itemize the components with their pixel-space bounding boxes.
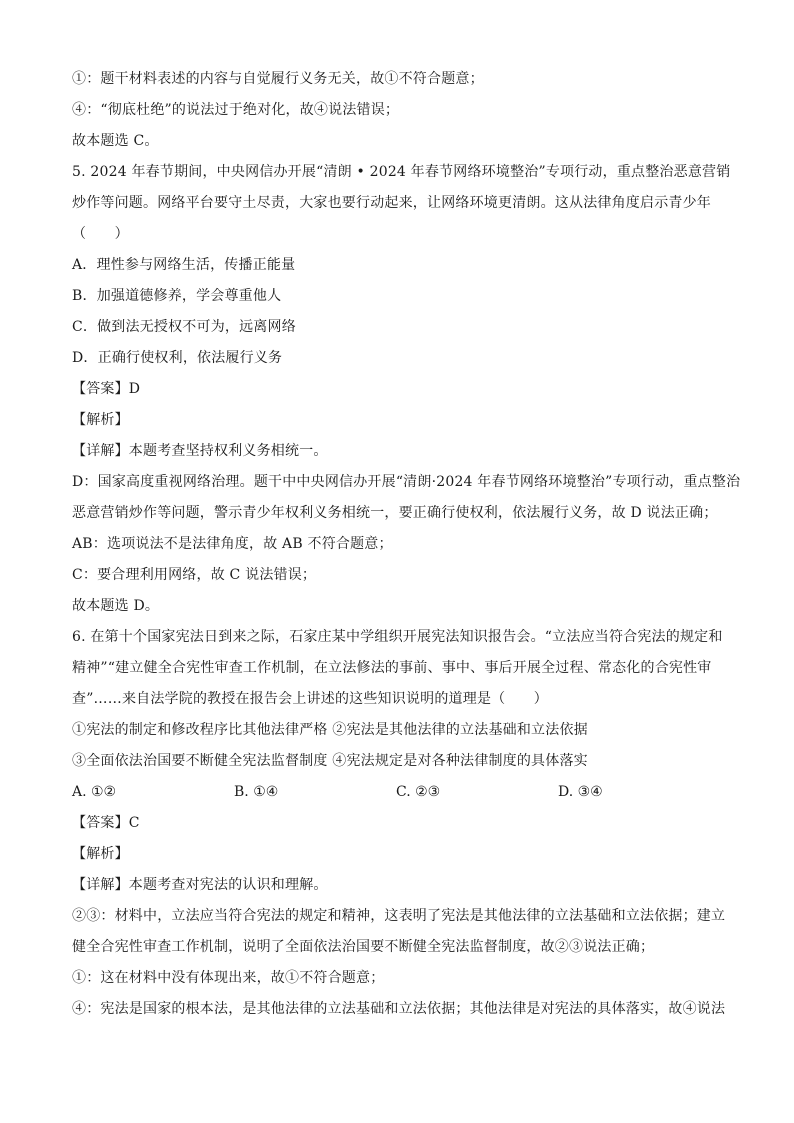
detail-text: ④：宪法是国家的根本法，是其他法律的立法基础和立法依据；其他法律是对宪法的具体落实，故④说法 bbox=[72, 1001, 726, 1017]
question-5-option-d: D．正确行使权利，依法履行义务 bbox=[72, 350, 283, 366]
question-6-option-a: A. ①② bbox=[72, 784, 117, 800]
question-6-stem: 查”……来自法学院的教授在报告会上讲述的这些知识说明的道理是（ ） bbox=[72, 691, 548, 707]
detail-text: 【详解】本题考查对宪法的认识和理解。 bbox=[72, 877, 328, 893]
question-6-option-d: D. ③④ bbox=[558, 784, 603, 800]
question-6-stem: 6. 在第十个国家宪法日到来之际，石家庄某中学组织开展宪法知识报告会。“立法应当符合宪法的规定和 bbox=[72, 629, 723, 645]
question-5-option-c: C．做到法无授权不可为，远离网络 bbox=[72, 319, 296, 335]
detail-text: D：国家高度重视网络治理。题干中中央网信办开展“清朗·2024 年春节网络环境整治”专项行动，重点整治 bbox=[72, 474, 741, 490]
text-line: 故本题选 C。 bbox=[72, 133, 159, 149]
detail-text: AB：选项说法不是法律角度，故 AB 不符合题意； bbox=[72, 536, 393, 552]
document-body bbox=[72, 64, 741, 1025]
question-5-option-b: B．加强道德修养，学会尊重他人 bbox=[72, 288, 282, 304]
detail-text: 故本题选 D。 bbox=[72, 598, 160, 614]
question-6-option-b: B. ①④ bbox=[234, 784, 279, 800]
detail-text: ②③：材料中，立法应当符合宪法的规定和精神，这表明了宪法是其他法律的立法基础和立法依据；建立 bbox=[72, 908, 726, 924]
detail-text: 恶意营销炒作等问题，警示青少年权利义务相统一，要正确行使权利，依法履行义务，故 D 说法正确； bbox=[72, 505, 718, 521]
question-5-stem: 炒作等问题。网络平台要守土尽责，大家也要行动起来，让网络环境更清朗。这从法律角度启示青少年 bbox=[72, 195, 711, 211]
text-line: ①：题干材料表述的内容与自觉履行义务无关，故①不符合题意； bbox=[72, 71, 484, 87]
question-5-option-a: A．理性参与网络生活，传播正能量 bbox=[72, 257, 296, 273]
question-5-blank: （ ） bbox=[72, 226, 129, 242]
question-6-options bbox=[72, 777, 732, 808]
question-6-statements: ③全面依法治国要不断健全宪法监督制度 ④宪法规定是对各种法律制度的具体落实 bbox=[72, 753, 588, 769]
detail-text: C：要合理利用网络，故 C 说法错误； bbox=[72, 567, 317, 583]
text-line: ④：“彻底杜绝”的说法过于绝对化，故④说法错误； bbox=[72, 102, 400, 118]
detail-text: 健全合宪性审查工作机制，说明了全面依法治国要不断健全宪法监督制度，故②③说法正确； bbox=[72, 939, 655, 955]
question-6-option-c: C. ②③ bbox=[396, 784, 441, 800]
question-6-statements: ①宪法的制定和修改程序比其他法律严格 ②宪法是其他法律的立法基础和立法依据 bbox=[72, 722, 588, 738]
analysis-label: 【解析】 bbox=[72, 412, 129, 428]
detail-text: ①：这在材料中没有体现出来，故①不符合题意； bbox=[72, 970, 385, 986]
analysis-label: 【解析】 bbox=[72, 846, 129, 862]
answer-label: 【答案】C bbox=[72, 815, 140, 831]
question-5-stem: 5. 2024 年春节期间，中央网信办开展“清朗 • 2024 年春节网络环境整治”专项行动，重点整治恶意营销 bbox=[72, 164, 731, 180]
answer-label: 【答案】D bbox=[72, 381, 141, 397]
detail-text: 【详解】本题考查坚持权利义务相统一。 bbox=[72, 443, 328, 459]
question-6-stem: 精神”“建立健全合宪性审查工作机制，在立法修法的事前、事中、事后开展全过程、常态化的合宪性审 bbox=[72, 660, 712, 676]
